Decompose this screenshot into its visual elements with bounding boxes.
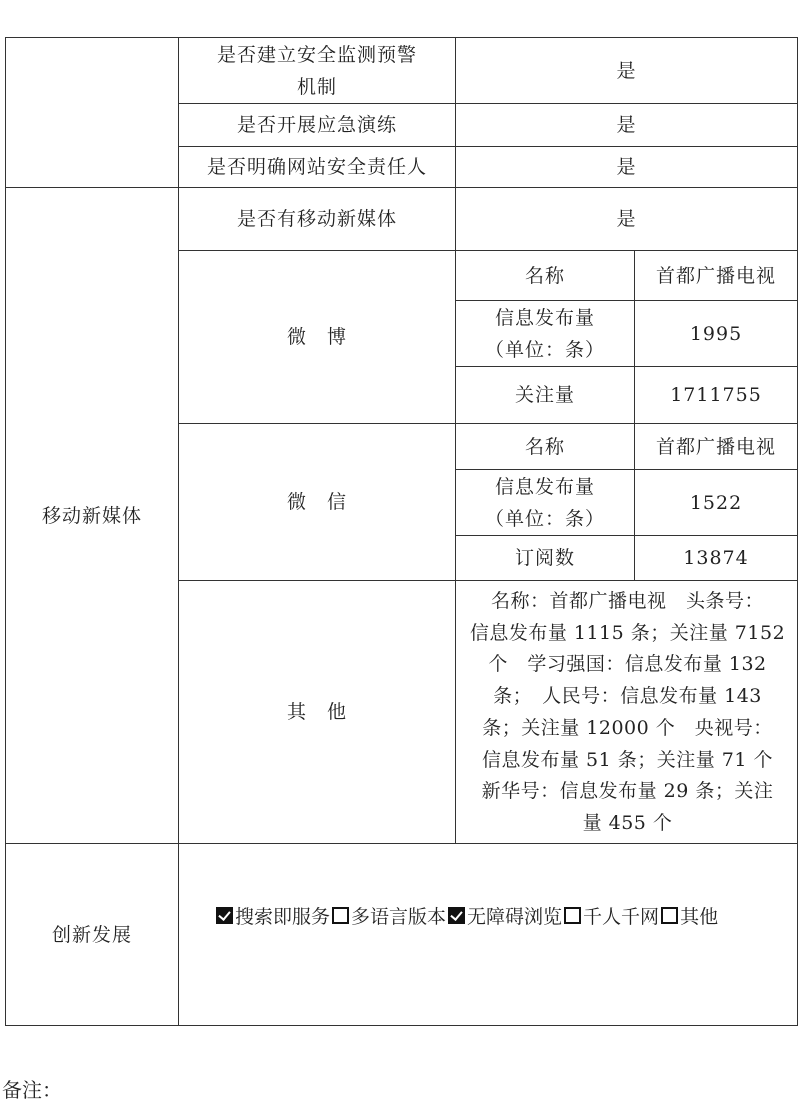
other-line: 条； 人民号：信息发布量 143 xyxy=(493,685,762,708)
checkbox-multilingual[interactable] xyxy=(332,907,349,924)
weibo-label: 微 博 xyxy=(286,326,347,348)
weibo-follow-label: 关注量 xyxy=(514,384,575,406)
wechat-sub-label: 订阅数 xyxy=(514,547,575,569)
option-label: 搜索即服务 xyxy=(235,906,331,928)
mobile-media-section-label: 移动新媒体 xyxy=(41,504,142,527)
option-label: 多语言版本 xyxy=(351,906,447,928)
checkbox-accessible[interactable] xyxy=(448,907,465,924)
option-label: 千人千网 xyxy=(583,906,660,928)
option-label: 无障碍浏览 xyxy=(467,906,563,928)
wechat-posts-label: 信息发布量 （单位：条） xyxy=(484,475,605,530)
weibo-posts-value: 1995 xyxy=(689,322,743,345)
other-line: 个 学习强国：信息发布量 132 xyxy=(488,653,767,676)
security-warning-label: 是否建立安全监测预警 机制 xyxy=(216,43,417,98)
wechat-sub-value: 13874 xyxy=(683,547,749,569)
wechat-name-label: 名称 xyxy=(524,435,565,458)
innovation-label: 创新发展 xyxy=(51,923,132,946)
wechat-label: 微 信 xyxy=(286,491,347,513)
checkbox-other[interactable] xyxy=(661,907,678,924)
other-line: 量 455 个 xyxy=(582,811,673,834)
weibo-posts-label: 信息发布量 （单位：条） xyxy=(484,306,605,361)
weibo-follow-value: 1711755 xyxy=(670,384,762,406)
wechat-posts-value: 1522 xyxy=(689,491,743,514)
other-platforms-text xyxy=(461,586,794,840)
security-warning-value: 是 xyxy=(616,59,637,82)
remark-label: 备注： xyxy=(2,1078,62,1102)
other-line: 条；关注量 12000 个 央视号： xyxy=(482,716,773,739)
weibo-name-value: 首都广播电视 xyxy=(655,264,776,287)
other-line: 信息发布量 51 条；关注量 71 个 xyxy=(481,748,773,771)
security-owner-label: 是否明确网站安全责任人 xyxy=(206,156,427,178)
other-label: 其 他 xyxy=(286,701,347,723)
other-line: 信息发布量 1115 条；关注量 7152 xyxy=(469,621,786,644)
security-owner-value: 是 xyxy=(616,156,637,178)
other-line: 新华号：信息发布量 29 条；关注 xyxy=(481,780,774,803)
table-right-border xyxy=(797,37,798,1026)
other-line: 名称：首都广播电视 头条号： xyxy=(490,590,764,612)
weibo-name-label: 名称 xyxy=(524,264,565,287)
checkbox-search-service[interactable] xyxy=(216,907,233,924)
emergency-drill-value: 是 xyxy=(616,114,637,136)
emergency-drill-label: 是否开展应急演练 xyxy=(236,114,397,136)
checkbox-personalized[interactable] xyxy=(564,907,581,924)
table-bottom-border xyxy=(5,1025,798,1026)
option-label: 其他 xyxy=(680,906,719,928)
has-mobile-label: 是否有移动新媒体 xyxy=(236,208,397,230)
has-mobile-value: 是 xyxy=(616,208,637,230)
innovation-options xyxy=(216,902,720,929)
wechat-name-value: 首都广播电视 xyxy=(655,435,776,458)
